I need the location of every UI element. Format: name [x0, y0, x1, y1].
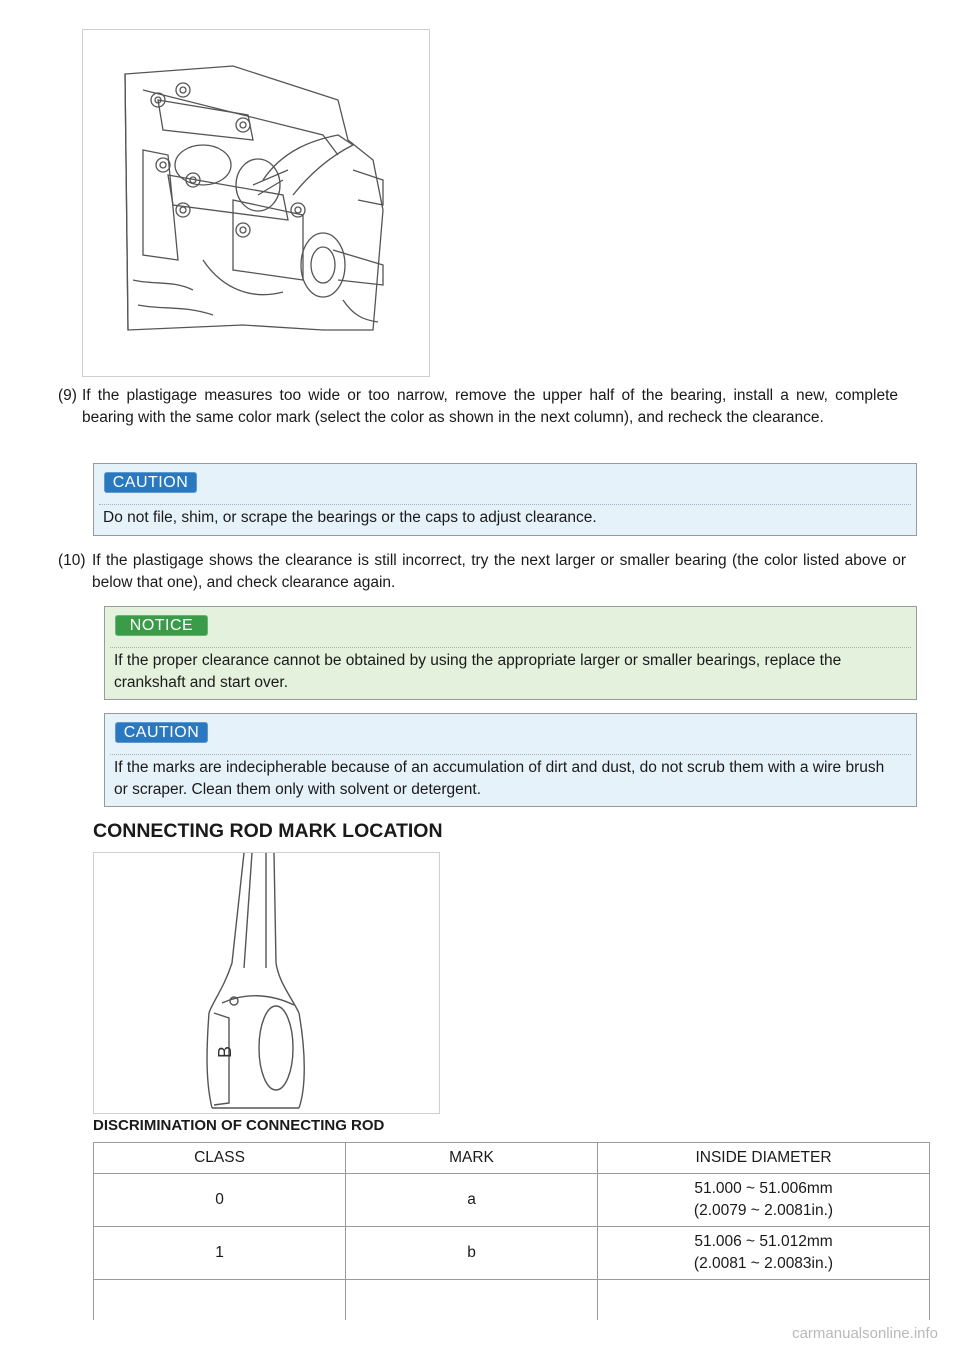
section-heading: CONNECTING ROD MARK LOCATION: [93, 820, 443, 842]
column-header-mark: MARK: [346, 1143, 598, 1174]
connecting-rod-table: [93, 1142, 930, 1320]
class-cell: 1: [94, 1227, 346, 1280]
caution-box: [104, 713, 917, 807]
step-9: [58, 385, 898, 429]
connecting-rod-illustration: [94, 853, 439, 1113]
table-row-partial: [94, 1280, 930, 1321]
notice-text: If the proper clearance cannot be obtained by using the appropriate larger or smaller bearings, replace the crankshaft and start over.: [114, 652, 842, 691]
diameter-in: (2.0081 ~ 2.0083in.): [693, 1255, 834, 1272]
rod-mark-label: B: [215, 1045, 235, 1058]
diameter-mm: 51.006 ~ 51.012mm: [694, 1233, 833, 1250]
divider: [110, 647, 911, 648]
caution-text: Do not file, shim, or scrape the bearings or the caps to adjust clearance.: [103, 509, 597, 526]
mark-cell: a: [346, 1174, 598, 1227]
caution-box: [93, 463, 917, 536]
table-header-row: [94, 1143, 930, 1174]
inside-diameter-cell: [598, 1174, 930, 1227]
diameter-in: (2.0079 ~ 2.0081in.): [693, 1202, 834, 1219]
table-caption: DISCRIMINATION OF CONNECTING ROD: [93, 1117, 385, 1134]
step-text: If the plastigage shows the clearance is still incorrect, try the next larger or smaller bearing (the color listed above or below that one), and check clearance again.: [92, 552, 906, 591]
table-row: [94, 1227, 930, 1280]
step-number: (10): [58, 552, 86, 569]
inside-diameter-cell: [598, 1227, 930, 1280]
class-cell: 0: [94, 1174, 346, 1227]
divider: [99, 504, 911, 505]
inside-diameter-cell: [598, 1280, 930, 1321]
caution-badge: CAUTION: [115, 722, 208, 743]
divider: [110, 754, 911, 755]
mark-cell: b: [346, 1227, 598, 1280]
column-header-class: CLASS: [94, 1143, 346, 1174]
mark-cell: [346, 1280, 598, 1321]
step-text: If the plastigage measures too wide or too narrow, remove the upper half of the bearing, install a new, complete bearing with the same color mark (select the color as shown in the next column), and recheck the clearance.: [82, 387, 898, 426]
connecting-rod-figure: [93, 852, 440, 1114]
notice-box: [104, 606, 917, 700]
step-10: [58, 550, 906, 594]
caution-badge: CAUTION: [104, 472, 197, 493]
watermark: carmanualsonline.info: [792, 1325, 938, 1342]
step-number: (9): [58, 387, 77, 404]
notice-badge: NOTICE: [115, 615, 208, 636]
table-row: [94, 1174, 930, 1227]
crankshaft-illustration: [83, 30, 429, 376]
diameter-mm: 51.000 ~ 51.006mm: [694, 1180, 833, 1197]
column-header-inside-diameter: INSIDE DIAMETER: [598, 1143, 930, 1174]
plastigage-figure: [82, 29, 430, 377]
class-cell: [94, 1280, 346, 1321]
caution-text: If the marks are indecipherable because of an accumulation of dirt and dust, do not scrub them with a wire brush or scraper. Clean them only with solvent or detergent.: [114, 759, 885, 798]
